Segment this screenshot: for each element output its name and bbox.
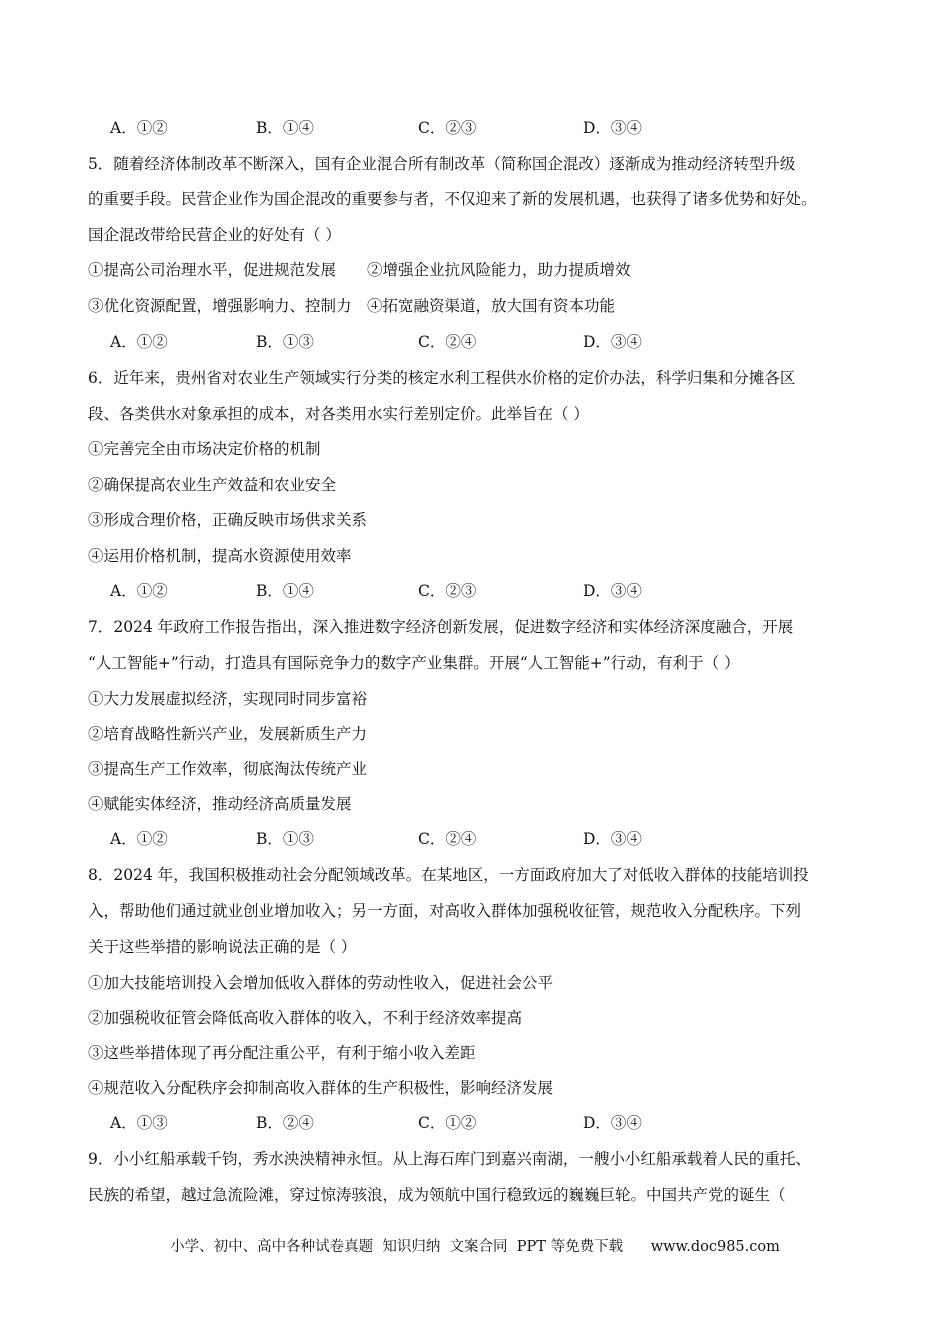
question-8-stem: 8．2024 年，我国积极推动社会分配领域改革。在某地区，一方面政府加大了对低收入群体的技能培训投 [88,866,809,884]
question-7-stem: “人工智能+”行动，打造具有国际竞争力的数字产业集群。开展“人工智能+”行动，有利于（ ） [88,654,740,672]
question-7-statement: ③提高生产工作效率，彻底淘汰传统产业 [88,760,368,778]
option-b: B．①④ [256,582,314,600]
q5-options [110,331,890,353]
question-8-statement: ③这些举措体现了再分配注重公平，有利于缩小收入差距 [88,1044,476,1062]
option-b: B．①③ [256,830,314,848]
q7-options [110,828,890,850]
option-a: A．①② [110,830,168,848]
question-6-statement: ②确保提高农业生产效益和农业安全 [88,476,337,494]
option-b: B．②④ [256,1114,314,1132]
option-d: D．③④ [583,333,642,351]
question-8-stem: 入，帮助他们通过就业创业增加收入；另一方面，对高收入群体加强税收征管，规范收入分配秩序。下列 [88,902,802,920]
question-7-statement: ②培育战略性新兴产业，发展新质生产力 [88,725,368,743]
option-c: C．②④ [418,830,477,848]
page-footer: 小学、初中、高中各种试卷真题 知识归纳 文案合同 PPT 等免费下载 www.doc985.com [170,1239,780,1255]
option-a: A．①② [110,119,168,137]
question-7-stem: 7．2024 年政府工作报告指出，深入推进数字经济创新发展，促进数字经济和实体经济深度融合，开展 [88,618,794,636]
question-9-stem: 民族的希望，越过急流险滩，穿过惊涛骇浪，成为领航中国行稳致远的巍巍巨轮。中国共产党的诞生（ [88,1186,786,1204]
question-5-statement: ①提高公司治理水平，促进规范发展 ②增强企业抗风险能力，助力提质增效 [88,261,631,279]
question-5-prompt: 国企混改带给民营企业的好处有（ ） [88,226,341,244]
question-8-prompt: 关于这些举措的影响说法正确的是（ ） [88,938,357,956]
q4-options [110,117,890,139]
option-c: C．②④ [418,333,477,351]
question-7-statement: ①大力发展虚拟经济，实现同时同步富裕 [88,690,368,708]
question-6-stem: 段、各类供水对象承担的成本，对各类用水实行差别定价。此举旨在（ ） [88,405,589,423]
question-6-statement: ①完善完全由市场决定价格的机制 [88,440,321,458]
option-a: A．①② [110,333,168,351]
option-d: D．③④ [583,582,642,600]
question-5-stem: 的重要手段。民营企业作为国企混改的重要参与者，不仅迎来了新的发展机遇，也获得了诸多优势和好处。 [88,190,817,208]
q6-options [110,580,890,602]
question-8-statement: ②加强税收征管会降低高收入群体的收入，不利于经济效率提高 [88,1009,523,1027]
option-a: A．①③ [110,1114,168,1132]
question-7-statement: ④赋能实体经济，推动经济高质量发展 [88,795,352,813]
q8-options [110,1112,890,1134]
option-b: B．①④ [256,119,314,137]
question-6-statement: ③形成合理价格，正确反映市场供求关系 [88,511,368,529]
question-8-statement: ④规范收入分配秩序会抑制高收入群体的生产积极性，影响经济发展 [88,1079,554,1097]
question-9-stem: 9．小小红船承载千钧，秀水泱泱精神永恒。从上海石库门到嘉兴南湖，一艘小小红船承载着人民的重托、 [88,1150,811,1168]
option-c: C．②③ [418,582,477,600]
question-8-statement: ①加大技能培训投入会增加低收入群体的劳动性收入，促进社会公平 [88,974,554,992]
question-5-stem: 5．随着经济体制改革不断深入，国有企业混合所有制改革（简称国企混改）逐渐成为推动经济转型升级 [88,155,796,173]
option-d: D．③④ [583,1114,642,1132]
question-6-statement: ④运用价格机制，提高水资源使用效率 [88,547,352,565]
option-a: A．①② [110,582,168,600]
option-c: C．①② [418,1114,477,1132]
option-b: B．①③ [256,333,314,351]
option-d: D．③④ [583,830,642,848]
question-5-statement: ③优化资源配置，增强影响力、控制力 ④拓宽融资渠道，放大国有资本功能 [88,297,616,315]
question-6-stem: 6．近年来，贵州省对农业生产领域实行分类的核定水利工程供水价格的定价办法，科学归集和分摊各区 [88,369,796,387]
option-c: C．②③ [418,119,477,137]
option-d: D．③④ [583,119,642,137]
